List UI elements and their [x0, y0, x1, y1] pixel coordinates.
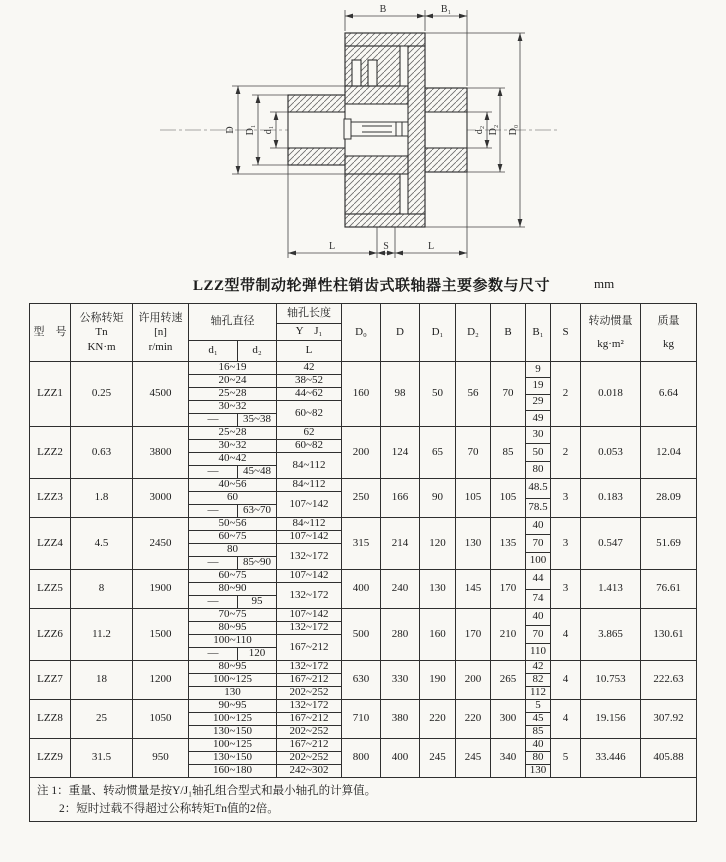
bore-length-cell: 107~142 [277, 492, 342, 518]
inertia-cell: 1.413 [581, 570, 641, 609]
B-cell: 70 [491, 362, 526, 427]
D-cell: 400 [381, 739, 420, 778]
dim-D2: D₂ [488, 124, 499, 136]
bore-length-cell: 132~172 [277, 661, 342, 674]
b1-value: 48.5 [526, 479, 550, 499]
bore-d2-cell: 45~48 [238, 466, 277, 479]
header-torque-line: Tn [95, 326, 108, 339]
header-D: D [381, 304, 420, 362]
inertia-cell: 0.053 [581, 427, 641, 479]
bore-d-cell: 100~125 [189, 739, 277, 752]
bore-length-cell: 42 [277, 362, 342, 375]
dim-B1: B₁ [440, 4, 452, 15]
bore-length-cell: 62 [277, 427, 342, 440]
D2-cell: 220 [456, 700, 491, 739]
header-bore-len-L: L [277, 341, 342, 362]
speed-cell: 1500 [133, 609, 189, 661]
unit-label: mm [594, 276, 615, 291]
D-cell: 280 [381, 609, 420, 661]
header-speed-line: r/min [148, 340, 173, 353]
model-cell: LZZ1 [30, 362, 71, 427]
header-inertia-line: 转动惯量 [588, 314, 633, 327]
bore-d-cell: 25~28 [189, 427, 277, 440]
D1-cell: 160 [420, 609, 456, 661]
b1-value: 85 [532, 725, 544, 738]
mass-cell: 130.61 [641, 609, 697, 661]
dim-S: S [383, 241, 389, 252]
bore-length-cell: 132~172 [277, 622, 342, 635]
bore-d-cell: 90~95 [189, 700, 277, 713]
b1-value: 112 [529, 686, 547, 699]
mass-cell: 222.63 [641, 661, 697, 700]
model-cell: LZZ4 [30, 518, 71, 570]
speed-cell: 4500 [133, 362, 189, 427]
torque-cell: 0.25 [71, 362, 133, 427]
B-cell: 300 [491, 700, 526, 739]
torque-cell: 0.63 [71, 427, 133, 479]
speed-cell: 950 [133, 739, 189, 778]
note-line-2: 2：短时过载不得超过公称转矩Tn值的2倍。 [59, 803, 279, 816]
elastic-pin-bolt [344, 119, 408, 139]
B-cell: 340 [491, 739, 526, 778]
D0-cell: 800 [342, 739, 381, 778]
b1-value: 80 [526, 752, 550, 765]
b1-value: 9 [526, 362, 550, 378]
spec-row [30, 609, 697, 622]
bore-length-cell: 132~172 [277, 700, 342, 713]
dim-B: B [379, 4, 387, 15]
header-D1: D₁ [420, 304, 456, 362]
B1-cell [526, 700, 551, 739]
D-cell: 124 [381, 427, 420, 479]
spec-table [29, 303, 697, 822]
bore-d1-cell: — [189, 414, 238, 427]
bore-d2-cell: 63~70 [238, 505, 277, 518]
B1-cell [526, 362, 551, 427]
model-cell: LZZ6 [30, 609, 71, 661]
bore-length-cell: 107~142 [277, 531, 342, 544]
bore-length-cell: 167~212 [277, 635, 342, 661]
inertia-cell: 19.156 [581, 700, 641, 739]
b1-value: 49 [532, 411, 544, 424]
bore-length-cell: 107~142 [277, 570, 342, 583]
bore-d-cell: 160~180 [189, 765, 277, 778]
b1-value: 82 [526, 674, 550, 687]
inertia-cell: 0.183 [581, 479, 641, 518]
header-mass-line: 质量 [657, 314, 680, 327]
speed-cell: 1900 [133, 570, 189, 609]
header-inertia-line: kg·m² [597, 338, 624, 350]
S-cell: 2 [551, 362, 581, 427]
D1-cell: 130 [420, 570, 456, 609]
spec-table-body [30, 362, 697, 778]
mass-cell: 51.69 [641, 518, 697, 570]
bore-d-cell: 20~24 [189, 375, 277, 388]
bore-d1-cell: — [189, 505, 238, 518]
bore-length-cell: 167~212 [277, 674, 342, 687]
spec-row [30, 739, 697, 752]
b1-value: 130 [529, 764, 547, 777]
S-cell: 4 [551, 661, 581, 700]
spec-row [30, 518, 697, 531]
header-model: 型 号 [30, 304, 71, 362]
bore-length-cell: 132~172 [277, 544, 342, 570]
B1-cell [526, 661, 551, 700]
mass-cell: 12.04 [641, 427, 697, 479]
bore-length-cell: 202~252 [277, 687, 342, 700]
b1-stack [526, 362, 550, 426]
bore-d-cell: 60~75 [189, 531, 277, 544]
model-cell: LZZ2 [30, 427, 71, 479]
S-cell: 2 [551, 427, 581, 479]
spec-table-wrap [29, 303, 697, 822]
header-speed-line: [n] [154, 326, 167, 339]
B1-cell [526, 518, 551, 570]
bore-d-cell: 60 [189, 492, 277, 505]
S-cell: 4 [551, 700, 581, 739]
D1-cell: 190 [420, 661, 456, 700]
b1-value: 70 [526, 626, 550, 643]
b1-stack [526, 479, 550, 517]
b1-value: 40 [526, 518, 550, 535]
b1-value: 100 [529, 554, 547, 567]
spec-row [30, 570, 697, 583]
inertia-cell: 33.446 [581, 739, 641, 778]
speed-cell: 3000 [133, 479, 189, 518]
B1-cell [526, 427, 551, 479]
D0-cell: 400 [342, 570, 381, 609]
dim-d1: d₁ [263, 125, 274, 135]
dim-L-left: L [328, 241, 336, 252]
bore-length-cell: 60~82 [277, 440, 342, 453]
D2-cell: 145 [456, 570, 491, 609]
B-cell: 210 [491, 609, 526, 661]
b1-value: 5 [526, 700, 550, 713]
torque-cell: 18 [71, 661, 133, 700]
bore-d-cell: 130~150 [189, 752, 277, 765]
bore-d1-cell: — [189, 557, 238, 570]
header-speed [133, 304, 189, 362]
mass-cell: 307.92 [641, 700, 697, 739]
b1-value: 30 [526, 427, 550, 444]
bore-d-cell: 130~150 [189, 726, 277, 739]
model-cell: LZZ7 [30, 661, 71, 700]
bore-d2-cell: 120 [238, 648, 277, 661]
dim-L-right: L [427, 241, 435, 252]
header-S: S [551, 304, 581, 362]
bore-d1-cell: — [189, 466, 238, 479]
bore-d1-cell: — [189, 648, 238, 661]
b1-value: 74 [532, 591, 544, 604]
header-speed-line: 许用转速 [138, 312, 183, 325]
D1-cell: 220 [420, 700, 456, 739]
dim-D1: D₁ [245, 124, 256, 136]
bore-d-cell: 40~56 [189, 479, 277, 492]
bore-d-cell: 70~75 [189, 609, 277, 622]
D0-cell: 315 [342, 518, 381, 570]
bore-length-cell: 202~252 [277, 752, 342, 765]
S-cell: 4 [551, 609, 581, 661]
D0-cell: 630 [342, 661, 381, 700]
spec-row [30, 427, 697, 440]
header-torque [71, 304, 133, 362]
b1-value: 45 [526, 713, 550, 726]
bore-length-cell: 44~62 [277, 388, 342, 401]
header-mass-line: kg [663, 338, 674, 350]
b1-value: 50 [526, 444, 550, 461]
B-cell: 85 [491, 427, 526, 479]
bore-d-cell: 100~125 [189, 713, 277, 726]
header-mass [641, 304, 697, 362]
D1-cell: 50 [420, 362, 456, 427]
dim-D0: D₀ [508, 124, 519, 136]
header-bore-len-type: Y J₁ [277, 324, 342, 341]
b1-value: 42 [526, 661, 550, 674]
bore-d-cell: 25~28 [189, 388, 277, 401]
b1-value: 110 [529, 645, 547, 658]
D2-cell: 200 [456, 661, 491, 700]
model-cell: LZZ3 [30, 479, 71, 518]
inertia-cell: 3.865 [581, 609, 641, 661]
D0-cell: 160 [342, 362, 381, 427]
bore-d-cell: 80~90 [189, 583, 277, 596]
b1-value: 78.5 [528, 500, 548, 513]
B1-cell [526, 479, 551, 518]
bore-d2-cell: 35~38 [238, 414, 277, 427]
bore-d-cell: 80~95 [189, 622, 277, 635]
D0-cell: 250 [342, 479, 381, 518]
D0-cell: 710 [342, 700, 381, 739]
B1-cell [526, 739, 551, 778]
bore-d2-cell: 95 [238, 596, 277, 609]
left-hub [288, 95, 346, 165]
notes-cell [30, 778, 697, 822]
bore-length-cell: 60~82 [277, 401, 342, 427]
header-torque-line: KN·m [87, 340, 116, 353]
mass-cell: 6.64 [641, 362, 697, 427]
B-cell: 265 [491, 661, 526, 700]
D1-cell: 245 [420, 739, 456, 778]
bore-d1-cell: — [189, 596, 238, 609]
D-cell: 214 [381, 518, 420, 570]
b1-value: 70 [526, 535, 550, 552]
B1-cell [526, 609, 551, 661]
bore-length-cell: 202~252 [277, 726, 342, 739]
mass-cell: 405.88 [641, 739, 697, 778]
b1-stack [526, 700, 550, 738]
b1-stack [526, 609, 550, 660]
bore-d-cell: 60~75 [189, 570, 277, 583]
b1-value: 40 [526, 609, 550, 626]
bore-length-cell: 84~112 [277, 453, 342, 479]
spec-row [30, 661, 697, 674]
bore-length-cell: 107~142 [277, 609, 342, 622]
S-cell: 3 [551, 479, 581, 518]
b1-value: 44 [526, 570, 550, 590]
bore-length-cell: 84~112 [277, 518, 342, 531]
bore-d-cell: 40~42 [189, 453, 277, 466]
b1-stack [526, 570, 550, 608]
b1-value: 40 [526, 739, 550, 752]
bore-d-cell: 30~32 [189, 440, 277, 453]
bore-d-cell: 80 [189, 544, 277, 557]
speed-cell: 2450 [133, 518, 189, 570]
bore-d-cell: 30~32 [189, 401, 277, 414]
torque-cell: 1.8 [71, 479, 133, 518]
bore-d-cell: 80~95 [189, 661, 277, 674]
b1-value: 29 [526, 395, 550, 411]
speed-cell: 3800 [133, 427, 189, 479]
inertia-cell: 10.753 [581, 661, 641, 700]
model-cell: LZZ8 [30, 700, 71, 739]
D1-cell: 65 [420, 427, 456, 479]
B1-cell [526, 570, 551, 609]
mass-cell: 76.61 [641, 570, 697, 609]
inertia-cell: 0.018 [581, 362, 641, 427]
bore-d-cell: 50~56 [189, 518, 277, 531]
model-cell: LZZ9 [30, 739, 71, 778]
bore-length-cell: 38~52 [277, 375, 342, 388]
torque-cell: 25 [71, 700, 133, 739]
speed-cell: 1200 [133, 661, 189, 700]
speed-cell: 1050 [133, 700, 189, 739]
inertia-cell: 0.547 [581, 518, 641, 570]
bore-length-cell: 84~112 [277, 479, 342, 492]
D0-cell: 500 [342, 609, 381, 661]
note-line-1: 注 1：重量、转动惯量是按Y/J₁轴孔组合型式和最小轴孔的计算值。 [37, 785, 377, 797]
D-cell: 166 [381, 479, 420, 518]
torque-cell: 4.5 [71, 518, 133, 570]
title-row [0, 274, 726, 296]
header-D2: D₂ [456, 304, 491, 362]
b1-stack [526, 661, 550, 699]
B-cell: 170 [491, 570, 526, 609]
bore-length-cell: 132~172 [277, 583, 342, 609]
S-cell: 5 [551, 739, 581, 778]
spec-row [30, 479, 697, 492]
header-bore-len: 轴孔长度 [277, 304, 342, 324]
bore-d-cell: 16~19 [189, 362, 277, 375]
D-cell: 380 [381, 700, 420, 739]
bore-d-cell: 100~110 [189, 635, 277, 648]
dim-d2: d₂ [474, 125, 485, 135]
D0-cell: 200 [342, 427, 381, 479]
S-cell: 3 [551, 570, 581, 609]
bore-d2-cell: 85~90 [238, 557, 277, 570]
spec-row [30, 700, 697, 713]
bore-length-cell: 167~212 [277, 713, 342, 726]
spec-row [30, 362, 697, 375]
B-cell: 135 [491, 518, 526, 570]
B-cell: 105 [491, 479, 526, 518]
spec-table-header [30, 304, 697, 362]
header-bore-dia: 轴孔直径 [189, 304, 277, 341]
D2-cell: 245 [456, 739, 491, 778]
coupling-drawing [0, 0, 726, 268]
b1-value: 80 [532, 463, 544, 476]
D2-cell: 105 [456, 479, 491, 518]
dim-D: D [225, 126, 236, 134]
b1-value: 19 [526, 378, 550, 394]
D2-cell: 130 [456, 518, 491, 570]
D2-cell: 170 [456, 609, 491, 661]
right-hub [425, 88, 467, 172]
header-bore-d1: d₁ [189, 341, 238, 362]
torque-cell: 8 [71, 570, 133, 609]
bore-d-cell: 130 [189, 687, 277, 700]
D2-cell: 70 [456, 427, 491, 479]
S-cell: 3 [551, 518, 581, 570]
b1-stack [526, 518, 550, 569]
notes-section [30, 778, 697, 822]
b1-stack [526, 739, 550, 777]
torque-cell: 11.2 [71, 609, 133, 661]
D1-cell: 90 [420, 479, 456, 518]
D2-cell: 56 [456, 362, 491, 427]
D-cell: 330 [381, 661, 420, 700]
D1-cell: 120 [420, 518, 456, 570]
header-D0: D₀ [342, 304, 381, 362]
bore-d-cell: 100~125 [189, 674, 277, 687]
header-torque-line: 公称转矩 [79, 312, 124, 325]
bore-length-cell: 242~302 [277, 765, 342, 778]
header-B: B [491, 304, 526, 362]
mass-cell: 28.09 [641, 479, 697, 518]
b1-stack [526, 427, 550, 478]
D-cell: 240 [381, 570, 420, 609]
torque-cell: 31.5 [71, 739, 133, 778]
header-B1: B₁ [526, 304, 551, 362]
D-cell: 98 [381, 362, 420, 427]
model-cell: LZZ5 [30, 570, 71, 609]
header-inertia [581, 304, 641, 362]
page-title: LZZ型带制动轮弹性柱销齿式联轴器主要参数与尺寸 [193, 278, 551, 294]
bore-length-cell: 167~212 [277, 739, 342, 752]
header-bore-d2: d₂ [238, 341, 277, 362]
